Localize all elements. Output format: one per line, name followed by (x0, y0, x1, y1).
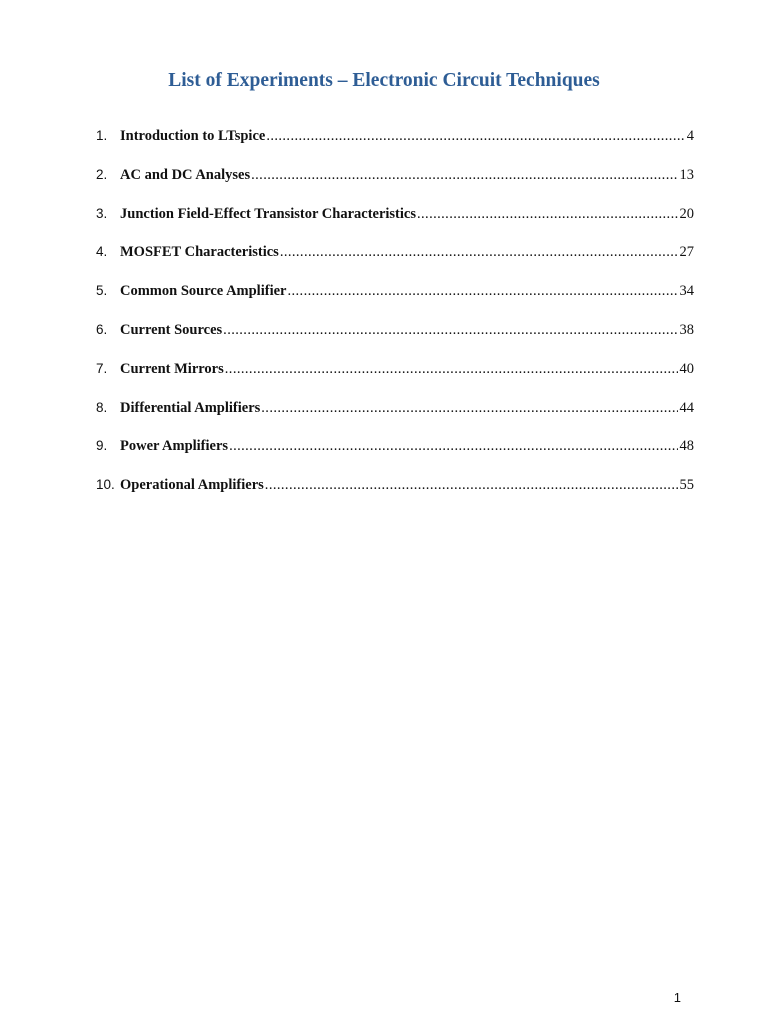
toc-entry-number: 3. (96, 205, 108, 221)
toc-entry-page: 38 (679, 321, 694, 338)
toc-entry-title: Operational Amplifiers (120, 477, 264, 494)
toc-entry (96, 206, 694, 245)
toc-entry-number: 5. (96, 283, 108, 299)
toc-entry-number: 1. (96, 128, 108, 143)
toc-entry-page: 34 (679, 283, 694, 300)
toc-entry (96, 477, 694, 516)
toc-entry (96, 283, 694, 322)
toc-entry (96, 438, 694, 477)
toc-entry-title: Current Sources (120, 321, 223, 338)
toc-entry (96, 400, 694, 439)
toc-entry-link[interactable] (120, 283, 694, 300)
toc-entry-link[interactable] (120, 400, 694, 417)
toc-dot-leader (266, 128, 684, 145)
toc-entry-page: 4 (686, 128, 694, 144)
toc-entry-number: 7. (96, 360, 108, 376)
toc-dot-leader (265, 477, 678, 494)
toc-dot-leader (225, 361, 678, 378)
toc-entry-title: Introduction to LTspice (120, 128, 266, 144)
toc-entry-page: 55 (679, 477, 694, 494)
toc-entry-number: 6. (96, 321, 108, 337)
toc-entry-page: 44 (679, 399, 694, 416)
toc-entry-title: AC and DC Analyses (120, 166, 251, 183)
toc-entry-link[interactable] (120, 361, 694, 378)
toc-entry (96, 167, 694, 206)
table-of-contents (96, 128, 694, 516)
toc-entry-page: 48 (679, 438, 694, 455)
toc-entry-title: Current Mirrors (120, 360, 224, 377)
toc-entry (96, 128, 694, 167)
toc-entry-link[interactable] (120, 322, 694, 339)
toc-entry-link[interactable] (120, 477, 694, 494)
toc-dot-leader (251, 167, 677, 184)
toc-dot-leader (261, 400, 677, 417)
toc-entry-link[interactable] (120, 206, 694, 223)
toc-entry-page: 40 (679, 360, 694, 377)
toc-entry (96, 244, 694, 283)
toc-entry-title: MOSFET Characteristics (120, 244, 279, 261)
toc-entry-title: Power Amplifiers (120, 438, 229, 455)
toc-entry-number: 9. (96, 438, 108, 454)
toc-entry-number: 4. (96, 244, 108, 260)
toc-entry-page: 27 (679, 244, 694, 261)
toc-entry-link[interactable] (120, 128, 694, 145)
toc-entry-link[interactable] (120, 438, 694, 455)
toc-dot-leader (229, 438, 677, 455)
toc-dot-leader (287, 283, 677, 300)
toc-entry-title: Differential Amplifiers (120, 399, 261, 416)
toc-entry-link[interactable] (120, 167, 694, 184)
toc-entry-number: 10. (96, 477, 115, 493)
toc-entry-number: 2. (96, 166, 108, 182)
toc-dot-leader (280, 244, 678, 261)
toc-entry-page: 20 (679, 205, 694, 222)
document-title: List of Experiments – Electronic Circuit Techniques (168, 70, 600, 91)
toc-entry-title: Junction Field-Effect Transistor Characteristics (120, 205, 416, 222)
toc-entry-link[interactable] (120, 244, 694, 261)
toc-entry-page: 13 (679, 166, 694, 183)
toc-entry-title: Common Source Amplifier (120, 283, 287, 300)
toc-dot-leader (417, 206, 678, 223)
toc-dot-leader (223, 322, 677, 339)
page-number: 1 (673, 990, 681, 1005)
toc-entry-number: 8. (96, 399, 108, 415)
toc-entry (96, 361, 694, 400)
toc-entry (96, 322, 694, 361)
